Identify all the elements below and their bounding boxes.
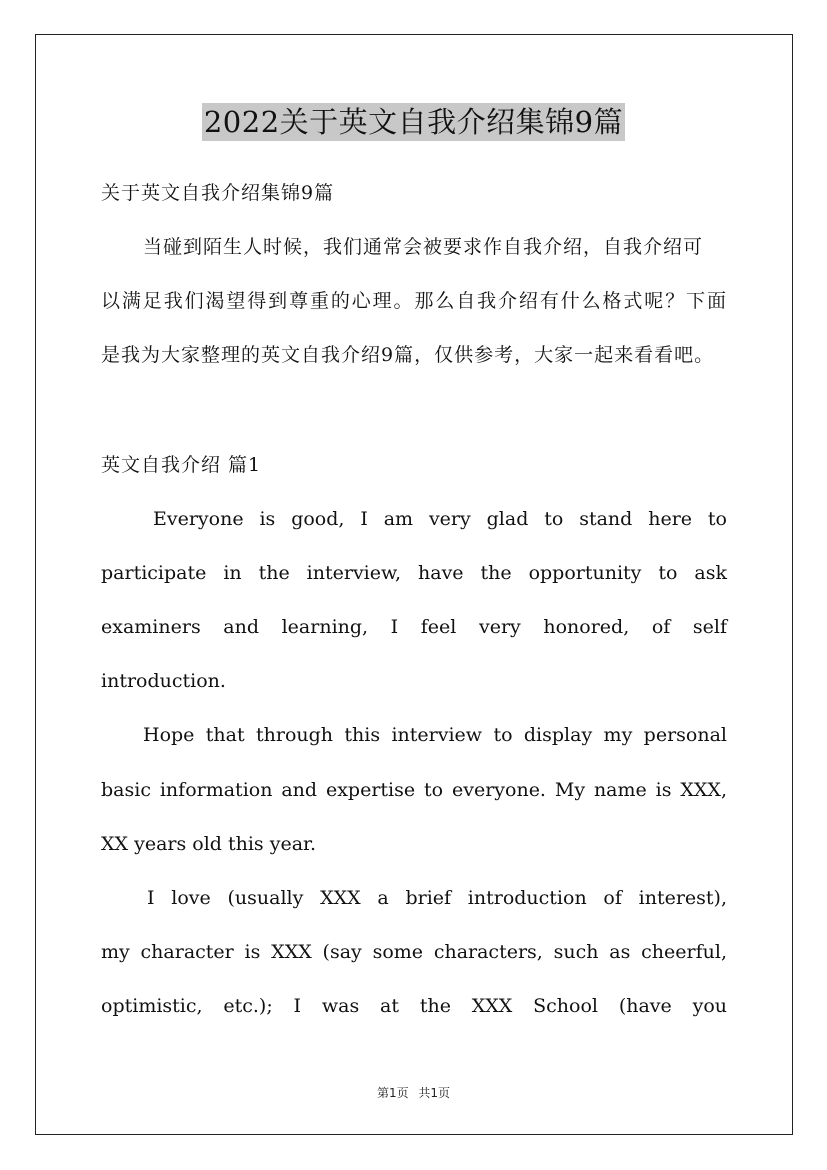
intro-line: 当碰到陌生人时候，我们通常会被要求作自我介绍，自我介绍可 — [143, 236, 704, 258]
body-line: optimistic, etc.); I was at the XXX School (have you — [101, 995, 727, 1017]
body-line: I love (usually XXX a brief introduction of interest), — [147, 887, 727, 909]
intro-line: 以满足我们渴望得到尊重的心理。那么自我介绍有什么格式呢？下面 — [101, 290, 727, 312]
subtitle: 关于英文自我介绍集锦9篇 — [101, 182, 335, 204]
page-total: 共1页 — [418, 1086, 451, 1100]
section-heading: 英文自我介绍 篇1 — [101, 454, 262, 476]
body-line: Everyone is good, I am very glad to stand here to — [153, 508, 727, 530]
body-line: XX years old this year. — [101, 833, 317, 855]
body-line: basic information and expertise to everyone. My name is XXX, — [101, 779, 727, 801]
page-footer — [0, 1084, 827, 1101]
body-line: Hope that through this interview to display my personal — [143, 724, 727, 746]
intro-line: 是我为大家整理的英文自我介绍9篇，仅供参考，大家一起来看看吧。 — [101, 344, 715, 366]
page-number: 第1页 — [376, 1086, 409, 1100]
body-line: introduction. — [101, 670, 226, 692]
body-line: examiners and learning, I feel very honored, of self — [101, 616, 727, 638]
body-line: my character is XXX (say some characters, such as cheerful, — [101, 941, 727, 963]
document-title: 2022关于英文自我介绍集锦9篇 — [203, 105, 624, 139]
title-container — [0, 103, 827, 141]
body-line: participate in the interview, have the opportunity to ask — [101, 562, 727, 584]
